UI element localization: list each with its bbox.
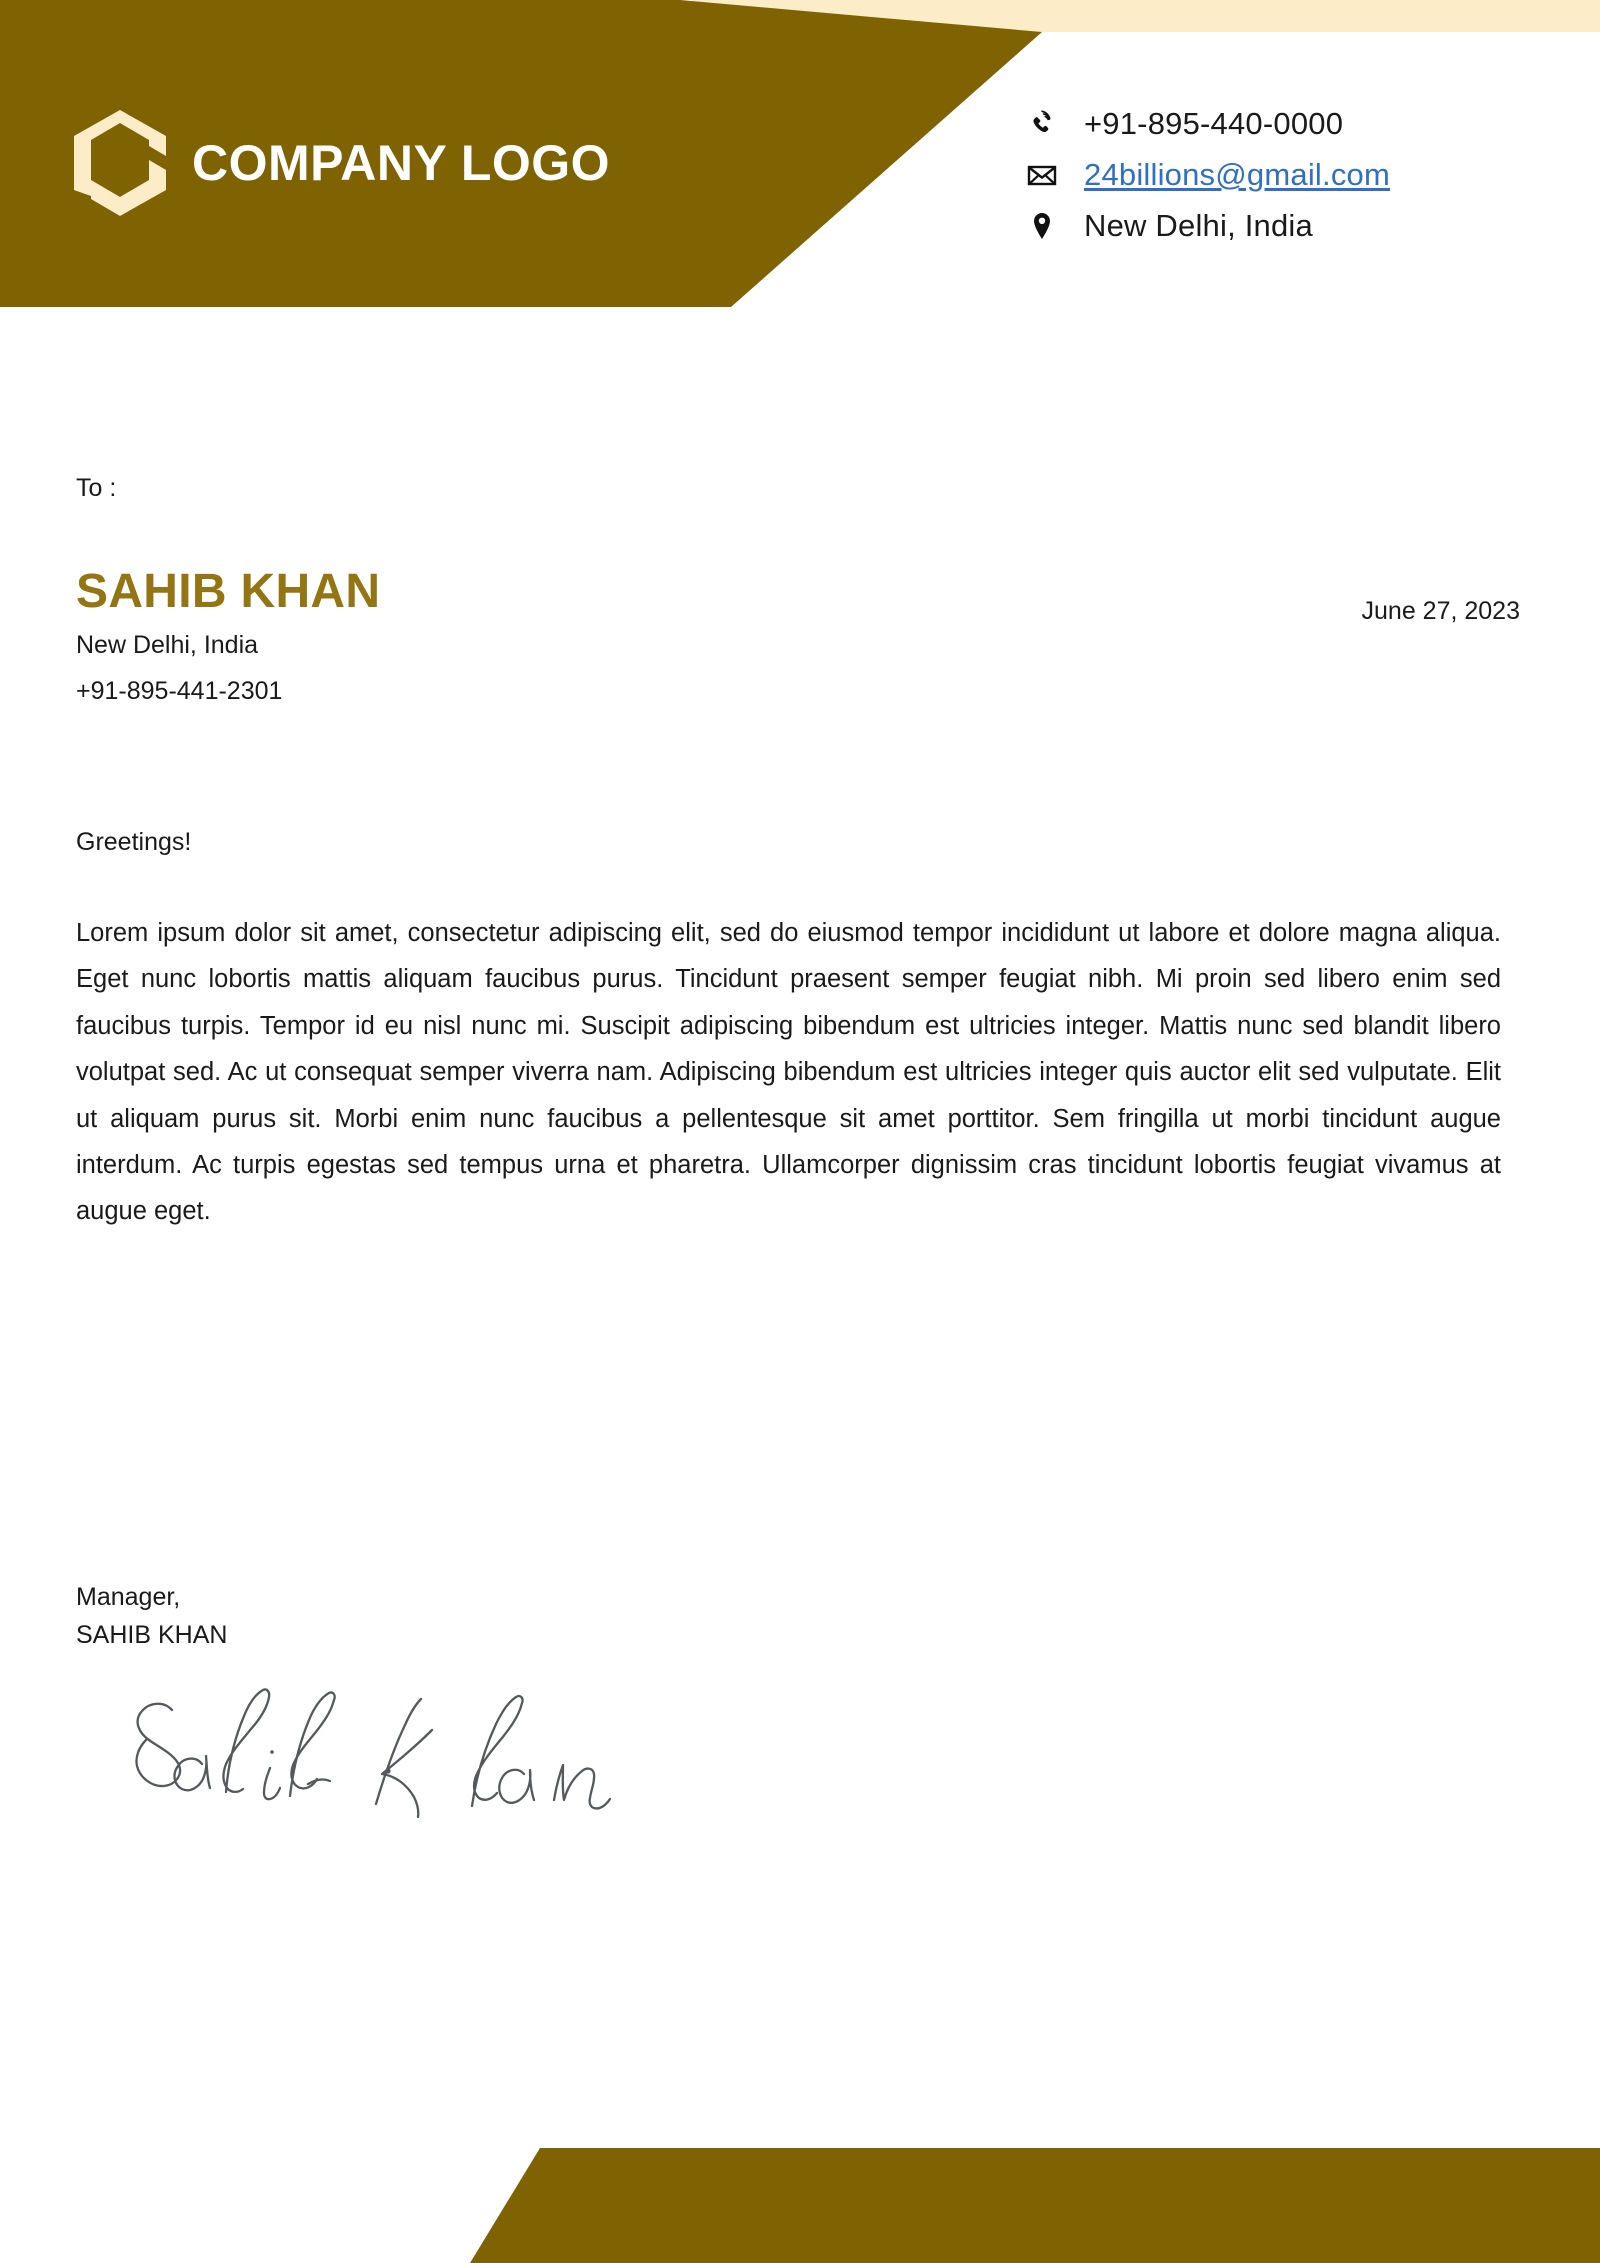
contact-email-link[interactable]: 24billions@gmail.com: [1084, 157, 1390, 192]
recipient-address: New Delhi, India: [76, 630, 259, 659]
contact-phone-value: +91-895-440-0000: [1084, 106, 1344, 141]
to-label: To :: [76, 474, 117, 502]
contact-row-phone: [1020, 104, 1390, 144]
footer-gold-banner: [0, 2148, 1600, 2263]
location-pin-icon: [1020, 210, 1064, 242]
envelope-icon: [1020, 159, 1064, 191]
recipient-phone: +91-895-441-2301: [76, 677, 283, 706]
signer-name: SAHIB KHAN: [76, 1621, 228, 1649]
contact-row-email: [1020, 155, 1390, 195]
letter-body-paragraph: Lorem ipsum dolor sit amet, consectetur adipiscing elit, sed do eiusmod tempor incididunt ut labore et dolore magna aliqua. Eget nunc lobortis mattis aliquam faucibus purus. Tincidunt praesent semper feugiat nibh. Mi proin sed libero enim sed faucibus turpis. Tempor id eu nisl nunc mi. Suscipit adipiscing bibendum est ultricies integer. Mattis nunc sed blandit libero volutpat sed. Ac ut consequat semper viverra nam. Adipiscing bibendum est ultricies integer quis auctor elit sed vulputate. Elit ut aliquam purus sit. Morbi enim nunc faucibus a pellentesque sit amet porttitor. Sem fringilla ut morbi tincidunt augue interdum. Ac turpis egestas sed tempus urna et pharetra. Ullamcorper dignissim cras tincidunt lobortis feugiat vivamus at augue eget.: [76, 919, 1501, 1226]
company-logo-text: COMPANY LOGO: [192, 135, 611, 191]
header-contact-list: [1020, 104, 1390, 246]
handwritten-signature-icon: [76, 1668, 636, 1818]
letter-date: June 27, 2023: [1361, 597, 1520, 625]
hexagon-ring-icon: [74, 110, 166, 216]
phone-icon: [1020, 108, 1064, 140]
greeting-text: Greetings!: [76, 828, 192, 856]
signer-role: Manager,: [76, 1583, 181, 1611]
signature-block: [76, 1578, 636, 1818]
recipient-block: [76, 565, 976, 712]
contact-row-location: [1020, 206, 1390, 246]
recipient-name: SAHIB KHAN: [76, 565, 381, 618]
company-logo: [74, 110, 610, 216]
contact-location-value: New Delhi, India: [1084, 208, 1313, 243]
